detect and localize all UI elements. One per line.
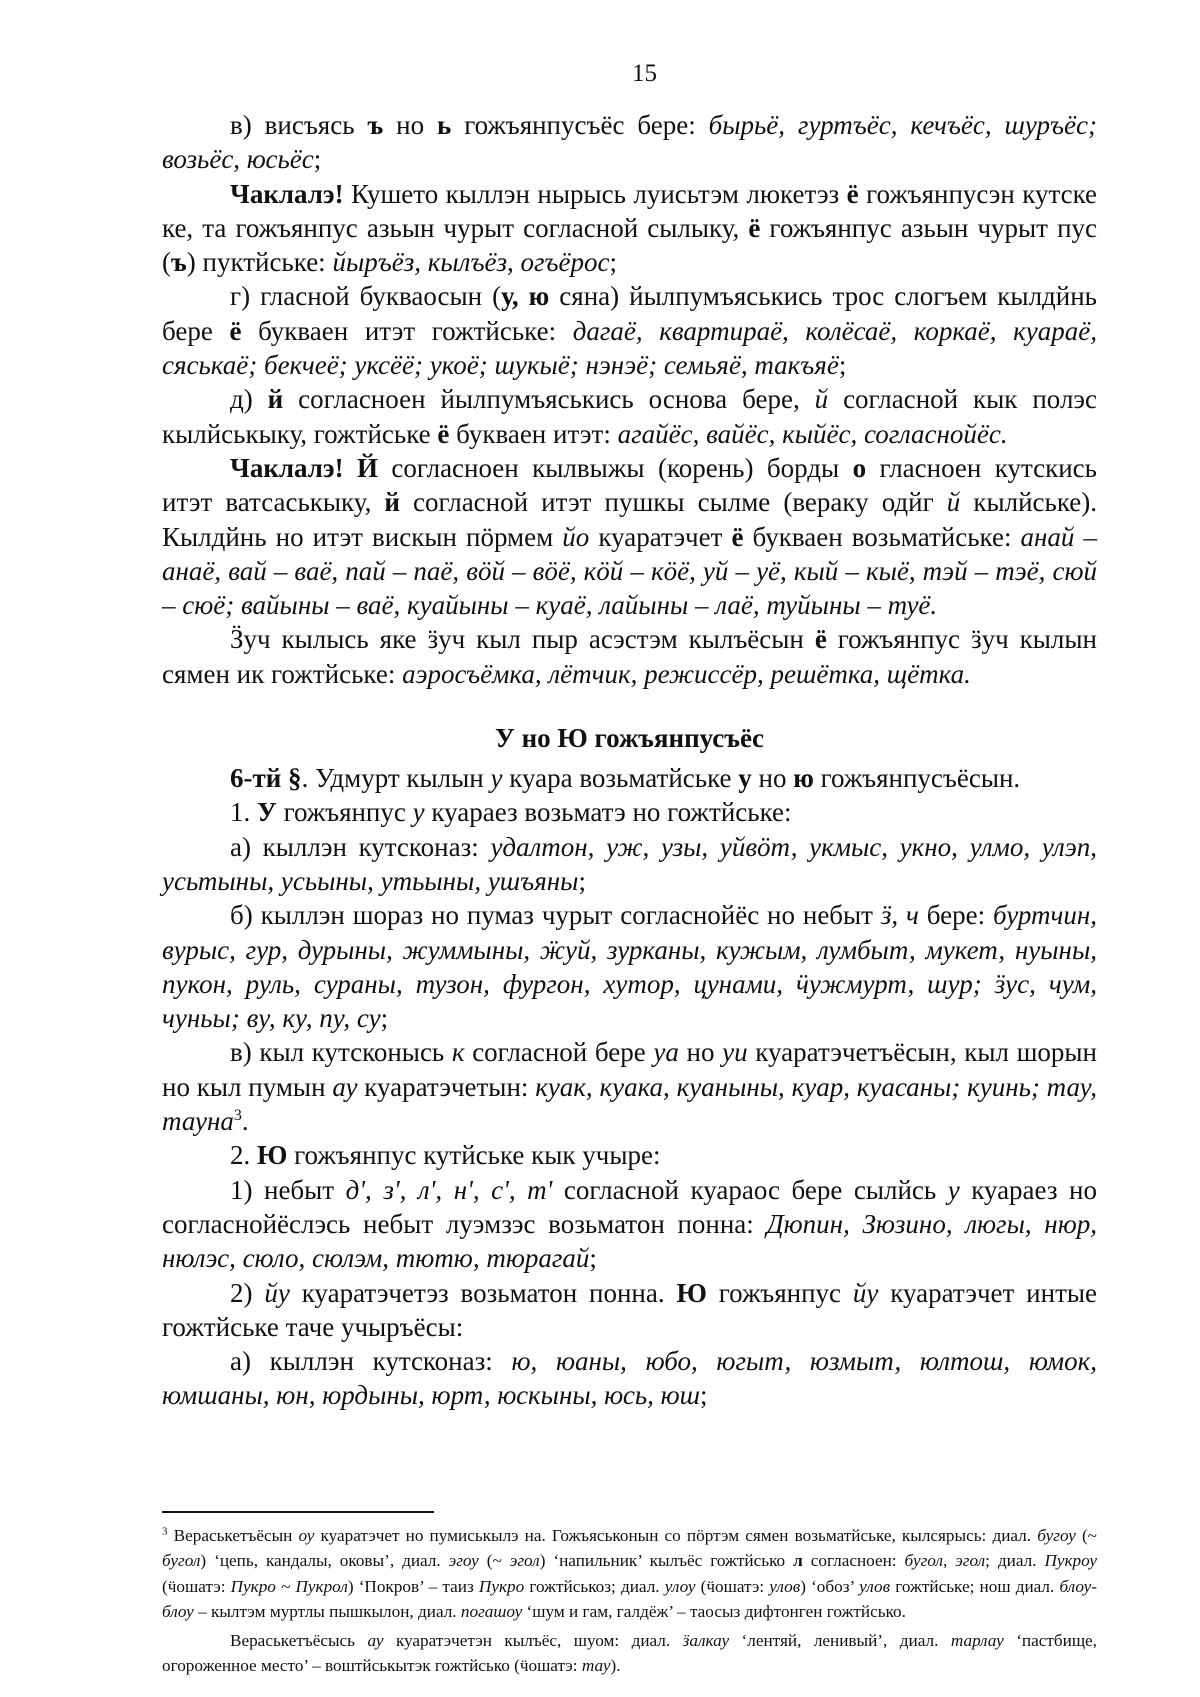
text-segment: улов [859,1576,891,1596]
text-segment: куара возьматйське [502,763,739,794]
text-segment: куараез возьматэ но гожтйське: [424,797,792,828]
text-segment: ) ‘напильник’ кылъёс гожтйсько [539,1551,794,1571]
text-segment: Чаклалэ! [230,178,344,209]
document-page [162,60,1097,1679]
text-segment: уи [722,1037,748,1068]
text-segment: блоу-блоу [162,1576,1097,1622]
text-segment: бугоу [1037,1525,1076,1545]
text-segment: й [267,384,284,415]
text-segment: ; [313,144,322,175]
text-segment: бугол, эгол [904,1551,986,1571]
text-segment: (~ [1075,1525,1097,1545]
text-segment: эгол [509,1551,540,1571]
text-segment: бугол [162,1551,201,1571]
text-segment: согласной бере [464,1037,654,1068]
main-text-top [162,108,1097,691]
text-segment: йо [562,521,590,552]
text-segment: ю [793,763,814,794]
paragraph [162,177,1097,280]
text-segment: ё [229,315,242,346]
text-segment: сяна) йылпумъяськись трос слогъем кылдйнь бере [162,281,1097,346]
text-segment: д) [230,384,268,415]
text-segment: куараез но согласнойёслэсь небыт луэмзэс возьматон понна: [162,1174,1097,1239]
text-segment: но [678,1037,723,1068]
text-segment: бырьё, гуртъёс, кечъёс, шуръёс; возьёс, юсьёс [162,110,1097,175]
paragraph [162,108,1097,177]
text-segment: дагаё, квартираё, колёсаё, коркаё, куараё, сяськаё; бекчеё; уксёё; укоё; шукыё; нэнэё; семьяё, такъяё [162,315,1097,381]
text-segment: ё [846,178,859,209]
paragraph [162,1035,1097,1138]
paragraph [162,1173,1097,1276]
text-segment: ё [437,418,450,449]
text-segment: ‘лентяй, ленивый’, диал. [729,1630,951,1650]
text-segment: в) висъясь [230,110,368,140]
text-segment: куаратэчет но пумиськылэ на. Гожъяськонын со пöртэм сямен возьматйське, кылсярысь: диал. [314,1525,1038,1545]
text-segment: но [751,763,794,794]
text-segment: гожъянпус [706,1277,853,1308]
paragraph [162,1138,1097,1172]
text-segment: й [946,487,961,518]
footnote-paragraph [162,1523,1097,1625]
text-segment: бере: [918,900,993,931]
text-segment: й [384,487,400,518]
text-segment: 2. [230,1140,257,1171]
text-segment: букваен итэт: [449,418,618,449]
text-segment: аэросъёмка, лётчик, режиссёр, решётка, щётка. [402,658,971,689]
text-segment: гожъянпусэн кутске ке, та гожъянпус азьын чурыт согласной сылыку, [162,178,1097,243]
text-segment: гожъянпусъёсын. [813,763,1021,794]
paragraph [162,1276,1097,1345]
text-segment: . Удмурт кылын [301,763,491,794]
text-segment: ; [838,350,847,381]
text-segment: о [852,452,867,483]
footnote-ref: 3 [162,1524,168,1537]
text-segment: ; [380,1003,389,1034]
text-segment: Пукро [478,1576,525,1596]
text-segment: куаратэчетэн кылъёс, шуом: диал. [383,1630,683,1650]
text-segment: ‘пастбище, огороженное место’ – воштйськытэк гожтйсько (ӵошатэ: [162,1630,1097,1676]
text-segment: куаратэчет интые гожтйське таче учыръёсы: [162,1277,1097,1342]
text-segment: (ӵошатэ: [162,1576,231,1596]
text-segment: у, ю [501,281,550,312]
text-segment: ё [814,624,827,655]
text-segment: 6-тй § [230,763,302,794]
text-segment: согласноен: [802,1551,905,1571]
text-segment: ; [589,1243,597,1274]
text-segment: куаратэчет [589,521,732,552]
text-segment: ё [748,212,761,243]
text-segment: ‘шум и гам, галдёж’ – таосыз дифтонген гожтйсько. [522,1602,906,1622]
text-segment: оу [298,1525,315,1545]
page-number: 15 [632,60,657,87]
text-segment: букваен итэт гожтйське: [241,315,573,346]
text-segment: согласной итэт пушкы сылме (вераку одйг [399,487,947,518]
text-segment: а) кыллэн кутсконаз: [230,831,491,862]
section-heading: У но Ю гожъянпусъёс [495,723,764,754]
text-segment: ) ‘Покров’ – таиз [347,1576,479,1596]
text-segment: йу [264,1277,290,1308]
footnote-ref: 3 [233,1107,242,1125]
text-segment: ; диал. [985,1551,1045,1571]
text-segment: буртчин, вурыс, гур, дурыны, жуммыны, ӝуй, зурканы, кужым, лумбыт, мукет, нуыны, пукон, руль, сураны, тузон, фургон, хутор, цунами, ӵужмурт, шур; ӟус, чум, чуньы; ву, ку, пу, су [162,900,1097,1034]
text-segment: ау [367,1630,384,1650]
text-segment: Вераськетъёсын [167,1525,299,1545]
text-segment: Кушето кыллэн нырысь луисьтэм люкетэз [343,178,847,209]
paragraph [162,761,1097,795]
paragraph [162,279,1097,382]
text-segment: д', з', л', н', с', т' [345,1174,553,1205]
text-segment: ӟалкау [682,1630,730,1650]
text-segment: (ӵошатэ: [695,1576,770,1596]
text-segment: 2) [230,1277,265,1308]
text-segment: согласноен кылвыжы (корень) борды [377,452,853,483]
text-segment: б) кыллэн шораз но пумаз чурыт согласнойёс но небыт [230,900,881,931]
text-segment: Дюпин, Зюзино, люгы, нюр, нюлэс, сюло, сюлэм, тютю, тюрагай [162,1208,1097,1274]
text-segment: Вераськетъёсысь [230,1630,368,1650]
text-segment: уа [653,1037,679,1068]
text-segment: кылйське). Кылдйнь но итэт вискын пöрмем [162,487,1097,552]
text-segment: агайёс, вайёс, кыйёс, согласнойёс. [617,418,1008,449]
text-segment: ; [700,1380,708,1411]
text-segment: . [241,1106,249,1137]
text-segment: в) кыл кутсконысь [230,1037,452,1068]
footnotes [162,1523,1097,1679]
text-segment: Ю [676,1277,707,1308]
text-segment: ъ [367,110,384,140]
footnote-paragraph [162,1628,1097,1679]
text-segment: л [793,1551,803,1571]
text-segment: тау [581,1656,611,1676]
text-segment: у [947,1174,960,1205]
main-text-section [162,761,1097,1413]
text-segment: ) ‘обоз’ [800,1576,860,1596]
text-segment: гожъянпус ӟуч кылын сямен ик гожтйське: [162,624,1097,689]
text-segment: куак, куака, куаныны, куар, куасаны; куинь; тау, тауна [162,1071,1098,1137]
text-segment: Ю [257,1140,288,1171]
text-segment: гожтйськоз; диал. [524,1576,665,1596]
text-segment: согласной куараос бере сылйсь [552,1174,948,1205]
text-segment: ; [609,247,618,278]
text-segment: – кылтэм муртлы пышкылон, диал. [193,1602,461,1622]
text-segment: куаратэчетэз возьматон понна. [289,1277,677,1308]
text-segment: й [814,384,829,415]
text-segment: анай – анаё, вай – ваё, пай – паё, вöй – вöё, кöй – кöё, уй – уё, кый – кыё, тэй – тэё, сюй – сюё; вайыны – ваё, куайыны – куаё, лайыны – лаё, туйыны – туё. [162,521,1097,621]
text-segment: ау [332,1071,358,1102]
paragraph [162,622,1097,691]
text-segment: согласной кык полэс кылйськыку, гожтйське [162,384,1097,449]
text-segment: ). [610,1656,621,1676]
text-segment: гожъянпусъёс бере: [451,110,709,140]
paragraph [162,898,1097,1035]
text-segment: эгоу [448,1551,479,1571]
text-segment: у [412,797,425,828]
text-segment: гожъянпус кутйське кык учыре: [287,1140,661,1171]
text-segment: куаратэчетъёсын, кыл шорын но кыл пумын [162,1037,1097,1102]
text-segment: у [738,763,752,794]
text-segment: согласноен йылпумъяськись основа бере, [283,384,815,415]
text-segment: к [451,1037,465,1068]
footnote-divider [162,1511,434,1513]
text-segment: Чаклалэ! Й [230,452,378,483]
paragraph [162,830,1097,899]
text-segment: гласноен кутскись итэт ватсаськыку, [162,452,1097,518]
text-segment: 1. [230,797,257,828]
text-segment: улоу [664,1576,696,1596]
text-segment: ё [731,521,744,552]
text-segment: у [490,763,503,794]
text-segment: ӟ, ч [880,900,919,931]
text-segment: ) ‘цепь, кандалы, оковы’, диал. [200,1551,449,1571]
text-segment: букваен возьматйське: [743,521,1021,552]
text-segment: куаратэчетын: [357,1071,536,1102]
text-segment: гожъянпус [276,797,413,828]
text-segment: Пукроу [1044,1551,1097,1571]
text-segment: (~ [478,1551,510,1571]
paragraph [162,795,1097,829]
text-segment: 1) небыт [230,1174,346,1205]
text-segment: йу [852,1277,879,1308]
text-segment: йыръёз, кылъёз, огъёрос [332,247,610,278]
paragraph [162,382,1097,451]
text-segment: ъ [171,247,187,278]
paragraph [162,451,1097,622]
text-segment: ь [437,110,452,140]
text-segment: но [383,110,437,140]
text-segment: Ӟуч кылысь яке ӟуч кыл пыр асэстэм кылъёсын [230,624,815,655]
paragraph [162,1344,1097,1413]
text-segment: г) гласной букваосын ( [230,281,502,312]
text-segment: удалтон, уж, узы, уйвöт, укмыс, укно, улмо, улэп, усьтыны, усьыны, утьыны, ушъяны [162,831,1097,896]
text-segment: Пукро ~ Пукрол [230,1576,348,1596]
text-segment: гожъянпус азьын чурыт пус ( [162,212,1098,278]
text-segment: ; [578,865,586,896]
text-segment: ) пуктйське: [186,247,333,278]
text-segment: гожтйське; нош диал. [890,1576,1060,1596]
text-segment: улов [769,1576,801,1596]
text-segment: погашоу [460,1602,523,1622]
text-segment: тарлау [950,1630,1004,1650]
text-segment: а) кыллэн кутсконаз: [230,1346,512,1377]
text-segment: ю, юаны, юбо, югыт, юзмыт, юлтош, юмок, юмшаны, юн, юрдыны, юрт, юскыны, юсь, юш [162,1346,1097,1411]
text-segment: У [257,797,277,828]
